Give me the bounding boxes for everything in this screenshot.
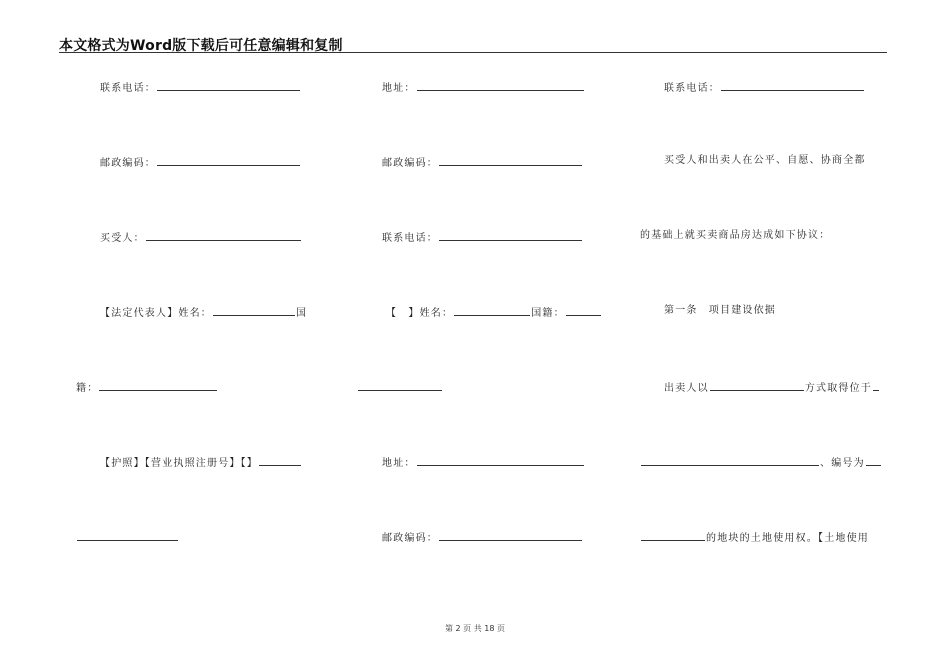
col1-buyer-row (100, 230, 302, 245)
continuation-blank[interactable] (358, 380, 442, 391)
document-header-title: 本文格式为Word版下载后可任意编辑和复制 (59, 38, 343, 54)
col3-plot-land-use-row (640, 530, 869, 545)
id-number-blank[interactable] (77, 530, 178, 541)
postcode2-label: 邮政编码： (382, 533, 438, 544)
buyer-label: 买受人： (100, 233, 145, 244)
nationality-tail-char: 国 (296, 308, 308, 319)
article-one-heading: 第一条 项目建设依据 (664, 305, 776, 316)
contact-phone-blank[interactable] (157, 80, 300, 91)
obtain-method-label: 方式取得位于 (804, 383, 873, 394)
col1-legal-rep-row (100, 305, 307, 320)
col2-address-row (382, 80, 585, 95)
id-docs-blank[interactable] (259, 455, 301, 466)
id-docs-label: 【护照】【营业执照注册号】【】 (100, 458, 258, 469)
bracket-name-label: 【 】姓名： (386, 308, 454, 319)
col1-postcode-row (100, 155, 301, 170)
col2-postcode2-row (382, 530, 583, 545)
col2-address2-row (382, 455, 585, 470)
col3-article-one-row (664, 305, 776, 317)
agreement-intro-text: 买受人和出卖人在公平、自愿、协商全都 (664, 155, 866, 166)
nationality-blank[interactable] (99, 380, 217, 391)
col2-continuation-row (357, 380, 443, 395)
contact-phone-blank[interactable] (721, 80, 864, 91)
seller-obtain-label: 出卖人以 (664, 383, 709, 394)
address-blank[interactable] (417, 80, 584, 91)
nationality-blank[interactable] (566, 305, 601, 316)
col1-nationality-row (76, 380, 218, 395)
postcode-blank[interactable] (439, 155, 582, 166)
obtain-method-blank[interactable] (710, 380, 804, 391)
plot-number-blank[interactable] (641, 530, 705, 541)
col1-id-number-row (76, 530, 179, 545)
legal-rep-name-blank[interactable] (213, 305, 295, 316)
nationality-label: 籍： (76, 383, 99, 394)
bracket-name-blank[interactable] (454, 305, 530, 316)
col3-location-row (640, 455, 882, 470)
col3-seller-obtain-row (664, 380, 880, 395)
col2-contact-phone-row (382, 230, 583, 245)
col1-id-docs-row (100, 455, 302, 470)
legal-rep-name-label: 【法定代表人】姓名： (100, 308, 212, 319)
postcode2-blank[interactable] (439, 530, 582, 541)
plot-land-use-text: 的地块的土地使用权。【土地使用 (706, 533, 869, 544)
postcode-label: 邮政编码： (382, 158, 438, 169)
address-label: 地址： (382, 83, 416, 94)
postcode-label: 邮政编码： (100, 158, 156, 169)
address2-label: 地址： (382, 458, 416, 469)
contact-phone-label: 联系电话： (100, 83, 156, 94)
number-blank[interactable] (866, 455, 881, 466)
col3-agreement-cont-row (640, 230, 830, 242)
header-divider (59, 52, 887, 53)
col1-contact-phone-row (100, 80, 301, 95)
address2-blank[interactable] (417, 455, 584, 466)
number-is-label: 、编号为 (820, 458, 865, 469)
page-number-footer: 第 2 页 共 18 页 (445, 624, 505, 633)
col2-postcode-row (382, 155, 583, 170)
contact-phone-label: 联系电话： (382, 233, 438, 244)
location-blank[interactable] (641, 455, 819, 466)
postcode-blank[interactable] (157, 155, 300, 166)
nationality-label: 国籍： (531, 308, 565, 319)
location-blank-start[interactable] (873, 380, 879, 391)
contact-phone-blank[interactable] (439, 230, 582, 241)
agreement-cont-text: 的基础上就买卖商品房达成如下协议： (640, 230, 831, 241)
col3-contact-phone-row (664, 80, 865, 95)
contact-phone-label: 联系电话： (664, 83, 720, 94)
buyer-blank[interactable] (146, 230, 301, 241)
col3-agreement-intro-row (664, 155, 866, 167)
col2-bracket-name-row (386, 305, 602, 320)
